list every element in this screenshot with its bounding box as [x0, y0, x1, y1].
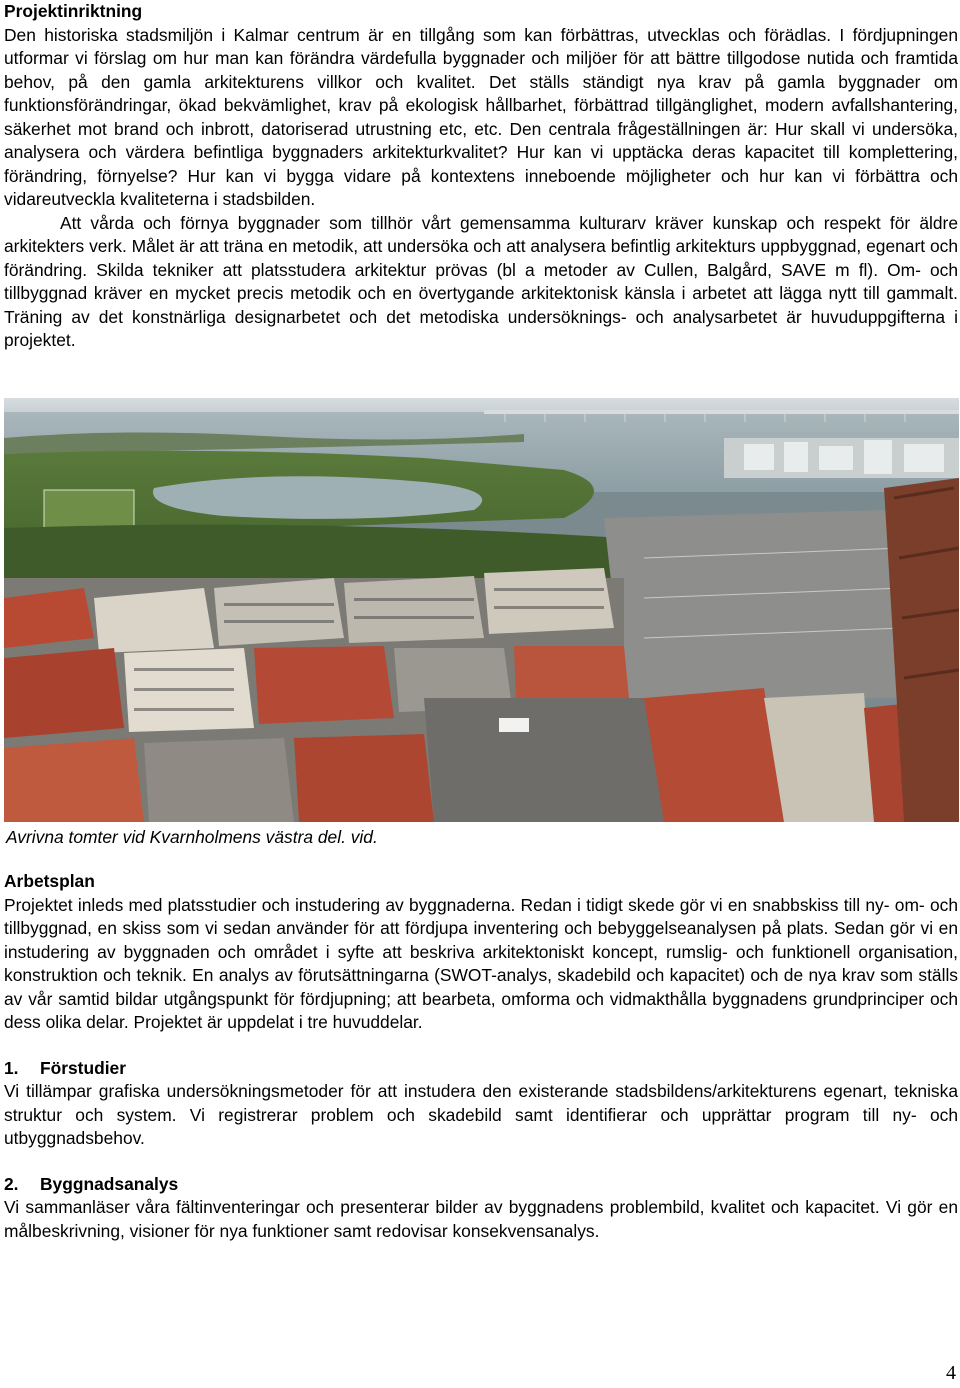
item-title: Byggnadsanalys	[40, 1173, 179, 1194]
item-number: 1.	[4, 1057, 19, 1078]
paragraph: Vi sammanläser våra fältinventeringar och presenterar bilder av byggnadens problembild, kvalitet och kapacitet. Vi gör en målbeskrivning, visioner för nya funktioner samt redovisar konsekvensanalys.	[4, 1197, 958, 1241]
section-projektinriktning	[4, 0, 958, 353]
numbered-heading	[4, 1057, 958, 1081]
paragraph: Att vårda och förnya byggnader som tillhör vårt gemensamma kulturarv kräver kunskap och respekt för äldre arkitekters verk. Målet är att träna en metodik, att undersöka och att analysera befintlig arkitekturs uppbyggnad, egenart och förändring. Skilda tekniker att platsstudera arkitektur prövas (bl a metoder av Cullen, Balgård, SAVE m fl). Om- och tillbyggnad kräver en mycket precis metodik och en övertygande arkitektonisk känsla i arbetet att lägga nytt till gammalt. Träning av det konstnärliga designarbetet och det metodiska undersöknings- och analysarbetet är huvuduppgifterna i projektet.	[4, 212, 958, 350]
numbered-heading	[4, 1173, 958, 1197]
item-title: Förstudier	[40, 1057, 126, 1078]
paragraph: Vi tillämpar grafiska undersökningsmetoder för att instudera den existerande stadsbildens/arkitekturens egenart, tekniska struktur och system. Vi registrerar problem och skadebild samt identifierar och upprättar program till ny- och utbyggnadsbehov.	[4, 1081, 958, 1148]
section-arbetsplan	[4, 870, 958, 1243]
aerial-photo-kalmar	[4, 398, 959, 822]
paragraph: Den historiska stadsmiljön i Kalmar centrum är en tillgång som kan förbättras, utvecklas och förädlas. I fördjupningen utformar vi förslag om hur man kan förändra värdefulla byggnader och miljöer för att bättre tillgodose nutida och framtida behov, på den gamla arkitekturens villkor och kvalitet. Det ställs ständigt nya krav på gamla byggnader om funktionsförändringar, ökad bekvämlighet, krav på ekologisk hållbarhet, förbättrad tillgänglighet, modern avfallshantering, säkerhet mot brand och inbrott, datoriserad utrustning etc, etc. Den centrala frågeställningen är: Hur skall vi undersöka, analysera och värdera befintliga byggnaders arkitekturkvalitet? Hur kan vi upptäcka deras kapacitet till komplettering, förändring, förnyelse? Hur kan vi bygga vidare på kontextens inneboende möjligheter och hur kan vi förbättra och vidareutveckla kvaliteterna i stadsbilden.	[4, 24, 958, 209]
page-number: 4	[946, 1362, 956, 1384]
section-heading: Projektinriktning	[4, 1, 143, 21]
item-number: 2.	[4, 1173, 19, 1194]
section-heading: Arbetsplan	[4, 871, 95, 891]
paragraph: Projektet inleds med platsstudier och instudering av byggnaderna. Redan i tidigt skede gör vi en snabbskiss till ny- om- och tillbyggnad, en skiss som vi sedan använder för att fördjupa inventering och bebyggelseanalysen på plats. Sedan gör vi en instudering av byggnaden och området i syfte att beskriva arkitektoniskt koncept, rumslig- och funktionell organisation, konstruktion och teknik. En analys av förutsättningarna (SWOT-analys, skadebild och kapacitet) och de nya krav som ställs av vår samtid bildar utgångspunkt för fördjupning; att bearbeta, omforma och vidmakthålla byggnadens grundprinciper och dess olika delar. Projektet är uppdelat i tre huvuddelar.	[4, 894, 958, 1032]
photo-caption: Avrivna tomter vid Kvarnholmens västra del. vid.	[6, 827, 378, 847]
